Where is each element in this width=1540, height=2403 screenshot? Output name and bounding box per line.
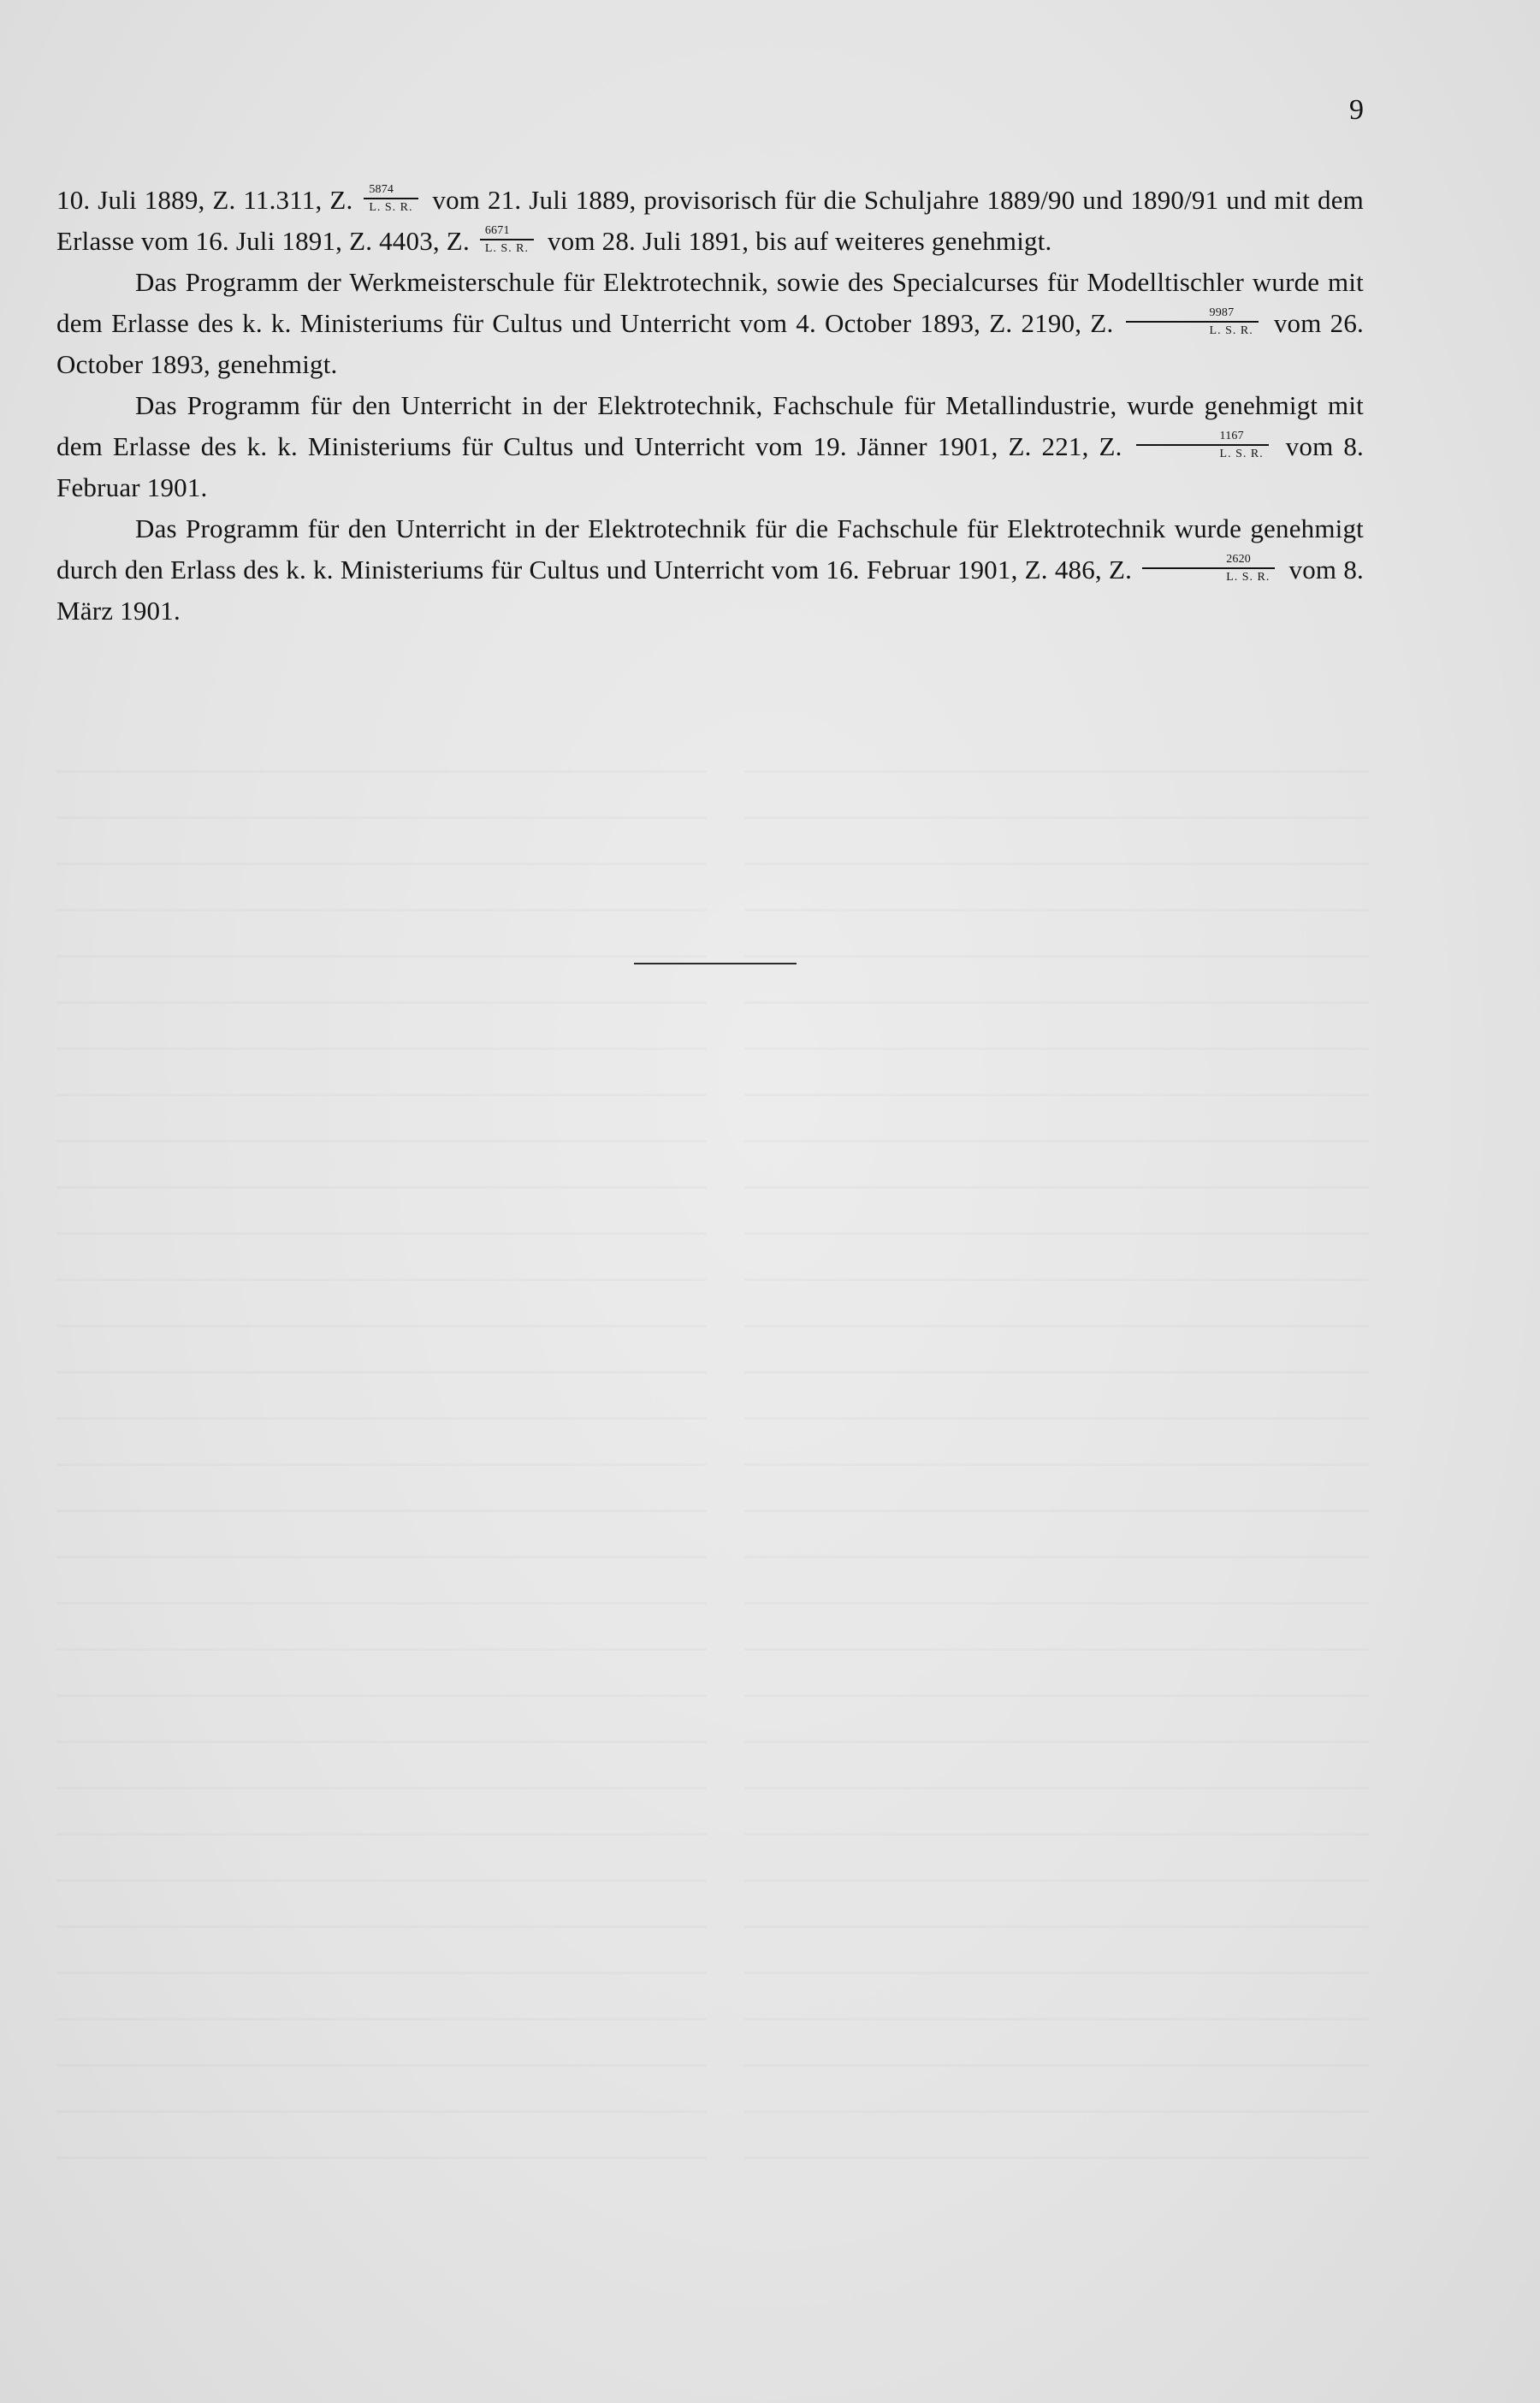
bleed-through-right-column <box>744 770 1369 2182</box>
text-run: vom 26. October 1893, genehmigt. <box>56 308 1364 379</box>
text-run: vom 8. März 1901. <box>56 555 1364 626</box>
page-number: 9 <box>1349 94 1365 126</box>
paragraph <box>56 262 1364 385</box>
fraction-denominator: L. S. R. <box>484 242 530 256</box>
fraction-denominator: L. S. R. <box>1219 448 1264 461</box>
text-run: Das Programm für den Unterricht in der Elektrotechnik für die Fachschule für Elektrotechnik wurde genehmigt durch den Erlass des k. k. Ministeriums für Cultus und Unterricht vom 16. Februar 1901, Z. 486, Z. <box>56 513 1364 584</box>
paragraph <box>56 508 1364 632</box>
reference-fraction <box>1126 307 1259 337</box>
reference-fraction <box>480 225 534 255</box>
text-run: Das Programm der Werkmeisterschule für Elektrotechnik, sowie des Specialcurses für Modelltischler wurde mit dem Erlasse des k. k. Ministeriums für Cultus und Unterricht vom 4. October 1893, Z. 2190, Z. <box>56 267 1364 338</box>
fraction-numerator: 2620 <box>1142 554 1275 569</box>
fraction-numerator: 5874 <box>364 184 418 199</box>
paragraph <box>56 385 1364 508</box>
text-run: vom 8. Februar 1901. <box>56 431 1364 502</box>
fraction-denominator: L. S. R. <box>1226 571 1270 584</box>
fraction-denominator: L. S. R. <box>369 201 413 215</box>
fraction-denominator: L. S. R. <box>1209 324 1253 338</box>
text-run: vom 28. Juli 1891, bis auf weiteres genehmigt. <box>541 226 1052 256</box>
paragraph <box>56 180 1364 262</box>
fraction-numerator: 9987 <box>1126 307 1259 323</box>
reference-fraction <box>1142 554 1275 584</box>
bleed-through-left-column <box>56 770 707 2182</box>
text-run: vom 21. Juli 1889, provisorisch für die Schuljahre 1889/90 und 1890/91 und mit dem Erlasse vom 16. Juli 1891, Z. 4403, Z. <box>56 185 1364 256</box>
body-text <box>56 180 1364 632</box>
section-end-rule <box>634 963 797 964</box>
text-run: 10. Juli 1889, Z. 11.311, Z. <box>56 185 361 215</box>
text-run: Das Programm für den Unterricht in der Elektrotechnik, Fachschule für Metallindustrie, wurde genehmigt mit dem Erlasse des k. k. Ministeriums für Cultus und Unterricht vom 19. Jänner 1901, Z. 221, Z. <box>56 390 1364 461</box>
fraction-numerator: 1167 <box>1136 430 1269 446</box>
reference-fraction <box>364 184 418 214</box>
reference-fraction <box>1136 430 1269 460</box>
fraction-numerator: 6671 <box>480 225 534 240</box>
